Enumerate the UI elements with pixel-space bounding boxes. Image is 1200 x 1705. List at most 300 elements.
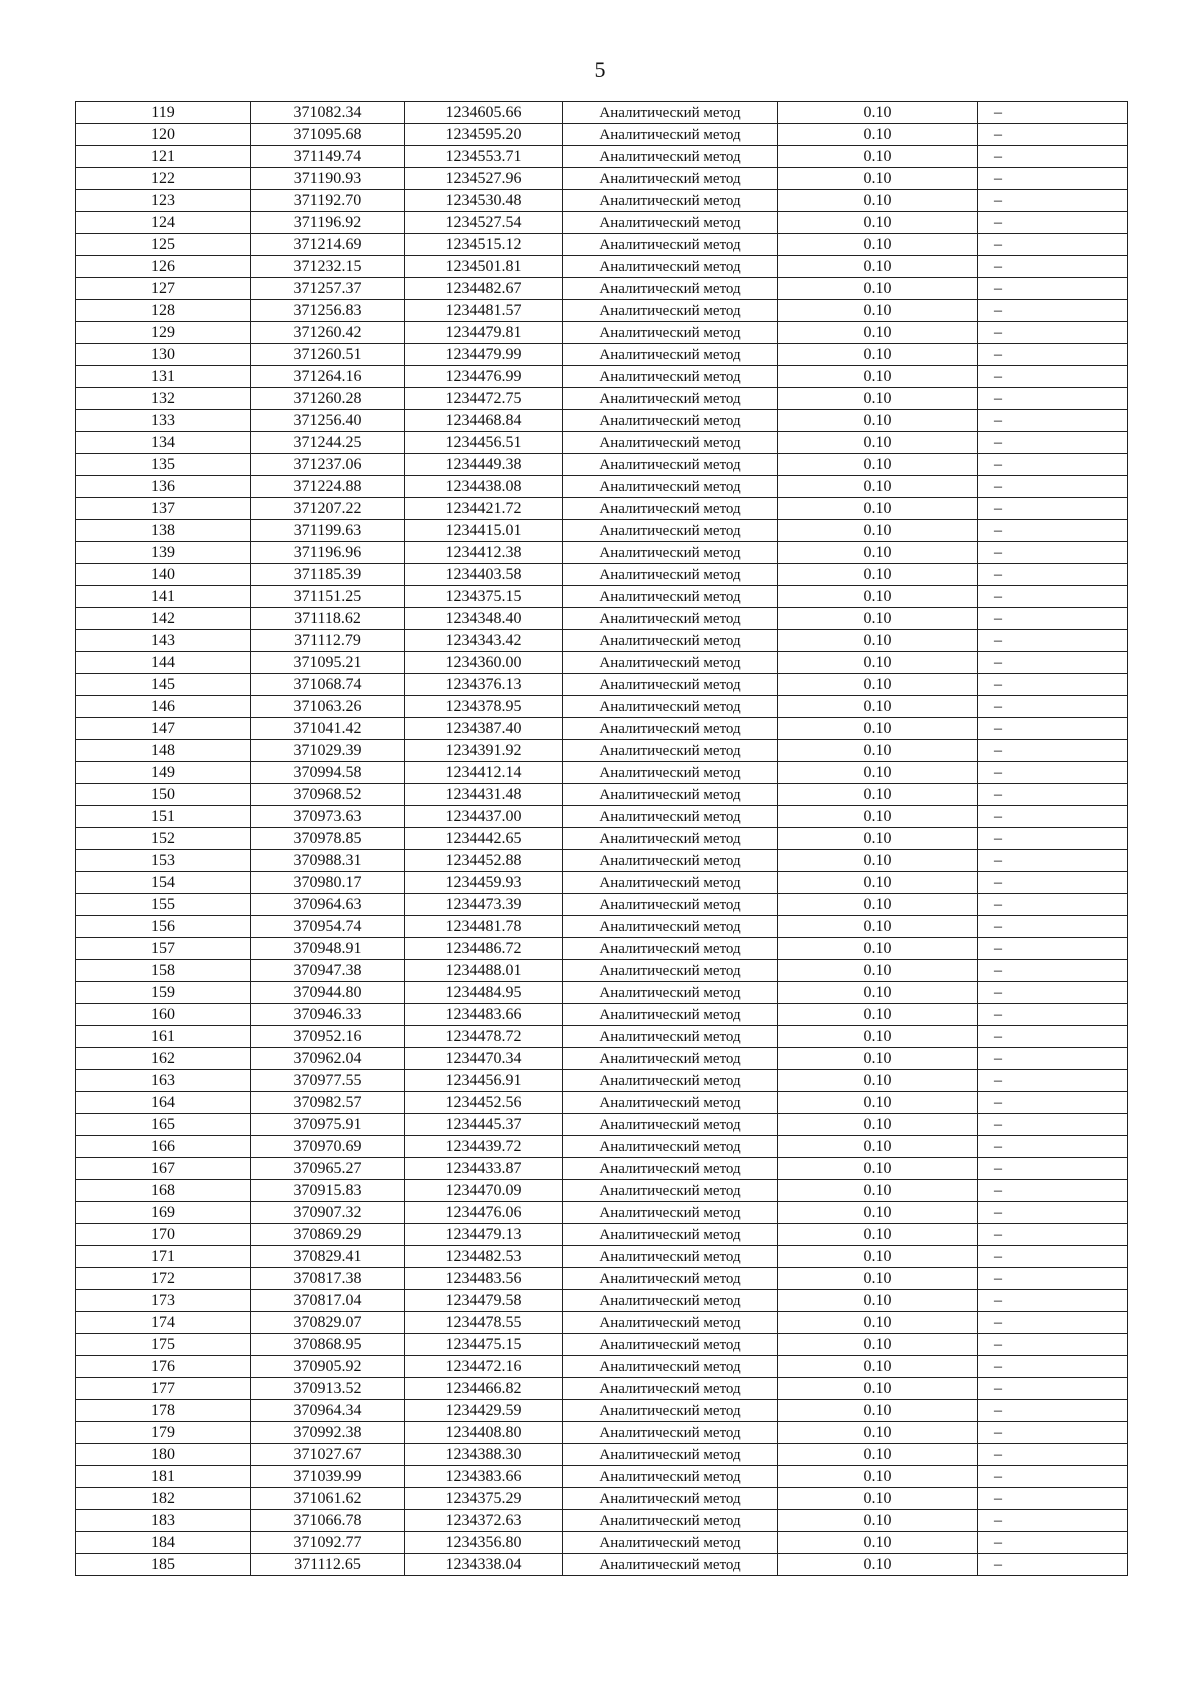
description-cell: – [978,1026,1128,1048]
point-number-cell: 152 [76,828,251,850]
y-coordinate-cell: 1234412.14 [405,762,563,784]
table-row [76,344,1128,366]
y-coordinate-cell: 1234429.59 [405,1400,563,1422]
y-coordinate-cell: 1234403.58 [405,564,563,586]
accuracy-cell: 0.10 [778,1246,978,1268]
y-coordinate-cell: 1234482.53 [405,1246,563,1268]
table-row [76,1554,1128,1576]
point-number-cell: 130 [76,344,251,366]
method-cell: Аналитический метод [563,476,778,498]
y-coordinate-cell: 1234501.81 [405,256,563,278]
point-number-cell: 131 [76,366,251,388]
method-cell: Аналитический метод [563,1004,778,1026]
x-coordinate-cell: 370948.91 [251,938,405,960]
point-number-cell: 170 [76,1224,251,1246]
point-number-cell: 158 [76,960,251,982]
y-coordinate-cell: 1234452.88 [405,850,563,872]
method-cell: Аналитический метод [563,1510,778,1532]
x-coordinate-cell: 370817.04 [251,1290,405,1312]
description-cell: – [978,1092,1128,1114]
x-coordinate-cell: 370868.95 [251,1334,405,1356]
description-cell: – [978,630,1128,652]
method-cell: Аналитический метод [563,564,778,586]
accuracy-cell: 0.10 [778,1268,978,1290]
accuracy-cell: 0.10 [778,256,978,278]
table-row [76,542,1128,564]
description-cell: – [978,1554,1128,1576]
table-row [76,1114,1128,1136]
y-coordinate-cell: 1234433.87 [405,1158,563,1180]
description-cell: – [978,1466,1128,1488]
accuracy-cell: 0.10 [778,234,978,256]
point-number-cell: 142 [76,608,251,630]
table-row [76,564,1128,586]
x-coordinate-cell: 371092.77 [251,1532,405,1554]
method-cell: Аналитический метод [563,454,778,476]
table-row [76,1444,1128,1466]
point-number-cell: 132 [76,388,251,410]
accuracy-cell: 0.10 [778,1422,978,1444]
point-number-cell: 180 [76,1444,251,1466]
y-coordinate-cell: 1234476.99 [405,366,563,388]
x-coordinate-cell: 371118.62 [251,608,405,630]
method-cell: Аналитический метод [563,1422,778,1444]
table-row [76,1224,1128,1246]
method-cell: Аналитический метод [563,630,778,652]
point-number-cell: 178 [76,1400,251,1422]
table-row [76,1312,1128,1334]
y-coordinate-cell: 1234484.95 [405,982,563,1004]
description-cell: – [978,1532,1128,1554]
y-coordinate-cell: 1234479.58 [405,1290,563,1312]
method-cell: Аналитический метод [563,586,778,608]
accuracy-cell: 0.10 [778,520,978,542]
x-coordinate-cell: 371256.83 [251,300,405,322]
description-cell: – [978,586,1128,608]
table-row [76,124,1128,146]
x-coordinate-cell: 371190.93 [251,168,405,190]
point-number-cell: 177 [76,1378,251,1400]
method-cell: Аналитический метод [563,1334,778,1356]
table-row [76,454,1128,476]
point-number-cell: 153 [76,850,251,872]
method-cell: Аналитический метод [563,146,778,168]
table-row [76,916,1128,938]
method-cell: Аналитический метод [563,168,778,190]
method-cell: Аналитический метод [563,850,778,872]
accuracy-cell: 0.10 [778,916,978,938]
method-cell: Аналитический метод [563,608,778,630]
description-cell: – [978,1422,1128,1444]
point-number-cell: 149 [76,762,251,784]
point-number-cell: 146 [76,696,251,718]
table-row [76,740,1128,762]
description-cell: – [978,256,1128,278]
method-cell: Аналитический метод [563,784,778,806]
accuracy-cell: 0.10 [778,718,978,740]
method-cell: Аналитический метод [563,1136,778,1158]
accuracy-cell: 0.10 [778,102,978,124]
method-cell: Аналитический метод [563,894,778,916]
description-cell: – [978,388,1128,410]
accuracy-cell: 0.10 [778,1334,978,1356]
description-cell: – [978,322,1128,344]
description-cell: – [978,1246,1128,1268]
description-cell: – [978,1158,1128,1180]
y-coordinate-cell: 1234466.82 [405,1378,563,1400]
table-row [76,762,1128,784]
table-row [76,1334,1128,1356]
x-coordinate-cell: 371149.74 [251,146,405,168]
method-cell: Аналитический метод [563,432,778,454]
table-row [76,674,1128,696]
description-cell: – [978,652,1128,674]
description-cell: – [978,1378,1128,1400]
description-cell: – [978,960,1128,982]
x-coordinate-cell: 370988.31 [251,850,405,872]
accuracy-cell: 0.10 [778,696,978,718]
description-cell: – [978,1356,1128,1378]
x-coordinate-cell: 371260.42 [251,322,405,344]
description-cell: – [978,894,1128,916]
y-coordinate-cell: 1234452.56 [405,1092,563,1114]
x-coordinate-cell: 371199.63 [251,520,405,542]
y-coordinate-cell: 1234456.51 [405,432,563,454]
method-cell: Аналитический метод [563,1048,778,1070]
table-row [76,278,1128,300]
point-number-cell: 183 [76,1510,251,1532]
y-coordinate-cell: 1234479.13 [405,1224,563,1246]
description-cell: – [978,1290,1128,1312]
description-cell: – [978,850,1128,872]
y-coordinate-cell: 1234479.99 [405,344,563,366]
table-row [76,652,1128,674]
y-coordinate-cell: 1234376.13 [405,674,563,696]
method-cell: Аналитический метод [563,366,778,388]
table-row [76,1488,1128,1510]
method-cell: Аналитический метод [563,1180,778,1202]
method-cell: Аналитический метод [563,1224,778,1246]
y-coordinate-cell: 1234475.15 [405,1334,563,1356]
point-number-cell: 125 [76,234,251,256]
description-cell: – [978,1224,1128,1246]
table-row [76,190,1128,212]
method-cell: Аналитический метод [563,1444,778,1466]
accuracy-cell: 0.10 [778,168,978,190]
table-row [76,982,1128,1004]
accuracy-cell: 0.10 [778,1532,978,1554]
description-cell: – [978,498,1128,520]
accuracy-cell: 0.10 [778,1488,978,1510]
x-coordinate-cell: 371224.88 [251,476,405,498]
method-cell: Аналитический метод [563,762,778,784]
description-cell: – [978,234,1128,256]
point-number-cell: 174 [76,1312,251,1334]
accuracy-cell: 0.10 [778,630,978,652]
x-coordinate-cell: 371196.92 [251,212,405,234]
point-number-cell: 144 [76,652,251,674]
y-coordinate-cell: 1234442.65 [405,828,563,850]
method-cell: Аналитический метод [563,190,778,212]
method-cell: Аналитический метод [563,674,778,696]
x-coordinate-cell: 371264.16 [251,366,405,388]
table-row [76,168,1128,190]
method-cell: Аналитический метод [563,652,778,674]
table-row [76,388,1128,410]
table-row [76,1466,1128,1488]
description-cell: – [978,1510,1128,1532]
point-number-cell: 121 [76,146,251,168]
accuracy-cell: 0.10 [778,124,978,146]
table-row [76,1400,1128,1422]
method-cell: Аналитический метод [563,322,778,344]
x-coordinate-cell: 370869.29 [251,1224,405,1246]
method-cell: Аналитический метод [563,542,778,564]
description-cell: – [978,718,1128,740]
x-coordinate-cell: 370964.34 [251,1400,405,1422]
method-cell: Аналитический метод [563,1466,778,1488]
description-cell: – [978,542,1128,564]
method-cell: Аналитический метод [563,806,778,828]
x-coordinate-cell: 370994.58 [251,762,405,784]
method-cell: Аналитический метод [563,1378,778,1400]
table-row [76,212,1128,234]
y-coordinate-cell: 1234481.78 [405,916,563,938]
description-cell: – [978,1444,1128,1466]
point-number-cell: 138 [76,520,251,542]
accuracy-cell: 0.10 [778,300,978,322]
x-coordinate-cell: 370978.85 [251,828,405,850]
y-coordinate-cell: 1234412.38 [405,542,563,564]
y-coordinate-cell: 1234482.67 [405,278,563,300]
x-coordinate-cell: 371232.15 [251,256,405,278]
x-coordinate-cell: 370962.04 [251,1048,405,1070]
table-row [76,894,1128,916]
y-coordinate-cell: 1234456.91 [405,1070,563,1092]
table-row [76,410,1128,432]
point-number-cell: 133 [76,410,251,432]
point-number-cell: 120 [76,124,251,146]
accuracy-cell: 0.10 [778,190,978,212]
description-cell: – [978,146,1128,168]
accuracy-cell: 0.10 [778,1136,978,1158]
y-coordinate-cell: 1234391.92 [405,740,563,762]
table-row [76,938,1128,960]
description-cell: – [978,982,1128,1004]
accuracy-cell: 0.10 [778,344,978,366]
description-cell: – [978,124,1128,146]
x-coordinate-cell: 371214.69 [251,234,405,256]
x-coordinate-cell: 371192.70 [251,190,405,212]
table-row [76,146,1128,168]
y-coordinate-cell: 1234438.08 [405,476,563,498]
table-row [76,1510,1128,1532]
point-number-cell: 169 [76,1202,251,1224]
y-coordinate-cell: 1234439.72 [405,1136,563,1158]
method-cell: Аналитический метод [563,344,778,366]
table-row [76,1290,1128,1312]
point-number-cell: 168 [76,1180,251,1202]
table-row [76,498,1128,520]
point-number-cell: 126 [76,256,251,278]
table-row [76,520,1128,542]
y-coordinate-cell: 1234445.37 [405,1114,563,1136]
table-row [76,608,1128,630]
description-cell: – [978,1180,1128,1202]
table-row [76,366,1128,388]
table-row [76,256,1128,278]
accuracy-cell: 0.10 [778,1026,978,1048]
accuracy-cell: 0.10 [778,410,978,432]
x-coordinate-cell: 370964.63 [251,894,405,916]
description-cell: – [978,190,1128,212]
x-coordinate-cell: 370968.52 [251,784,405,806]
x-coordinate-cell: 371095.21 [251,652,405,674]
y-coordinate-cell: 1234605.66 [405,102,563,124]
method-cell: Аналитический метод [563,1202,778,1224]
description-cell: – [978,762,1128,784]
point-number-cell: 119 [76,102,251,124]
description-cell: – [978,1048,1128,1070]
method-cell: Аналитический метод [563,234,778,256]
x-coordinate-cell: 371112.65 [251,1554,405,1576]
table-row [76,586,1128,608]
method-cell: Аналитический метод [563,1290,778,1312]
table-row [76,828,1128,850]
table-row [76,1180,1128,1202]
y-coordinate-cell: 1234408.80 [405,1422,563,1444]
y-coordinate-cell: 1234338.04 [405,1554,563,1576]
x-coordinate-cell: 370977.55 [251,1070,405,1092]
x-coordinate-cell: 370905.92 [251,1356,405,1378]
method-cell: Аналитический метод [563,1070,778,1092]
method-cell: Аналитический метод [563,1554,778,1576]
point-number-cell: 134 [76,432,251,454]
table-row [76,432,1128,454]
point-number-cell: 141 [76,586,251,608]
point-number-cell: 122 [76,168,251,190]
accuracy-cell: 0.10 [778,1400,978,1422]
method-cell: Аналитический метод [563,1488,778,1510]
table-row [76,322,1128,344]
method-cell: Аналитический метод [563,1246,778,1268]
table-row [76,1004,1128,1026]
description-cell: – [978,476,1128,498]
point-number-cell: 145 [76,674,251,696]
point-number-cell: 155 [76,894,251,916]
x-coordinate-cell: 371256.40 [251,410,405,432]
y-coordinate-cell: 1234595.20 [405,124,563,146]
accuracy-cell: 0.10 [778,1224,978,1246]
accuracy-cell: 0.10 [778,454,978,476]
table-row [76,696,1128,718]
method-cell: Аналитический метод [563,1400,778,1422]
table-row [76,630,1128,652]
y-coordinate-cell: 1234478.72 [405,1026,563,1048]
x-coordinate-cell: 371027.67 [251,1444,405,1466]
description-cell: – [978,432,1128,454]
accuracy-cell: 0.10 [778,1312,978,1334]
x-coordinate-cell: 370944.80 [251,982,405,1004]
x-coordinate-cell: 371185.39 [251,564,405,586]
x-coordinate-cell: 370975.91 [251,1114,405,1136]
accuracy-cell: 0.10 [778,1554,978,1576]
description-cell: – [978,1114,1128,1136]
table-row [76,102,1128,124]
point-number-cell: 163 [76,1070,251,1092]
method-cell: Аналитический метод [563,1312,778,1334]
y-coordinate-cell: 1234421.72 [405,498,563,520]
y-coordinate-cell: 1234437.00 [405,806,563,828]
x-coordinate-cell: 371029.39 [251,740,405,762]
y-coordinate-cell: 1234483.66 [405,1004,563,1026]
method-cell: Аналитический метод [563,938,778,960]
description-cell: – [978,300,1128,322]
table-row [76,1268,1128,1290]
y-coordinate-cell: 1234387.40 [405,718,563,740]
y-coordinate-cell: 1234343.42 [405,630,563,652]
point-number-cell: 157 [76,938,251,960]
point-number-cell: 159 [76,982,251,1004]
accuracy-cell: 0.10 [778,784,978,806]
point-number-cell: 161 [76,1026,251,1048]
table-row [76,872,1128,894]
description-cell: – [978,938,1128,960]
point-number-cell: 167 [76,1158,251,1180]
y-coordinate-cell: 1234483.56 [405,1268,563,1290]
description-cell: – [978,1268,1128,1290]
description-cell: – [978,1070,1128,1092]
x-coordinate-cell: 371260.51 [251,344,405,366]
accuracy-cell: 0.10 [778,608,978,630]
y-coordinate-cell: 1234431.48 [405,784,563,806]
x-coordinate-cell: 370829.41 [251,1246,405,1268]
description-cell: – [978,1202,1128,1224]
y-coordinate-cell: 1234481.57 [405,300,563,322]
table-row [76,1092,1128,1114]
point-number-cell: 175 [76,1334,251,1356]
accuracy-cell: 0.10 [778,1510,978,1532]
y-coordinate-cell: 1234375.15 [405,586,563,608]
x-coordinate-cell: 370952.16 [251,1026,405,1048]
point-number-cell: 128 [76,300,251,322]
y-coordinate-cell: 1234472.16 [405,1356,563,1378]
accuracy-cell: 0.10 [778,1004,978,1026]
coordinates-table-body [76,102,1128,1576]
description-cell: – [978,454,1128,476]
description-cell: – [978,608,1128,630]
accuracy-cell: 0.10 [778,762,978,784]
description-cell: – [978,410,1128,432]
description-cell: – [978,102,1128,124]
description-cell: – [978,872,1128,894]
x-coordinate-cell: 371196.96 [251,542,405,564]
method-cell: Аналитический метод [563,520,778,542]
table-row [76,1158,1128,1180]
method-cell: Аналитический метод [563,982,778,1004]
description-cell: – [978,1334,1128,1356]
x-coordinate-cell: 370965.27 [251,1158,405,1180]
point-number-cell: 154 [76,872,251,894]
x-coordinate-cell: 371068.74 [251,674,405,696]
method-cell: Аналитический метод [563,872,778,894]
x-coordinate-cell: 370992.38 [251,1422,405,1444]
description-cell: – [978,168,1128,190]
table-row [76,1246,1128,1268]
description-cell: – [978,806,1128,828]
y-coordinate-cell: 1234415.01 [405,520,563,542]
accuracy-cell: 0.10 [778,1290,978,1312]
